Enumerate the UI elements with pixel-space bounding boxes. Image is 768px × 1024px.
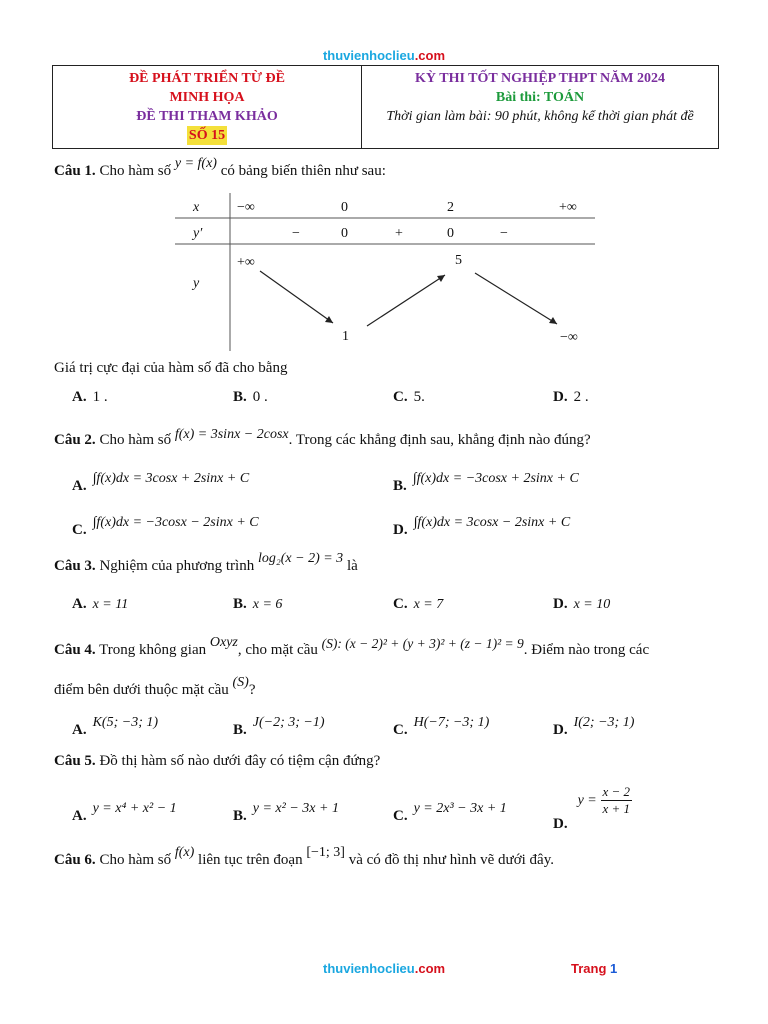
q3-option-d[interactable]: D. x = 10 <box>553 596 611 612</box>
table-y-pos-inf: +∞ <box>237 255 255 270</box>
question-4-stem: Câu 4. Trong không gian Oxyz, cho mặt cầu (S): (x − 2)² + (y + 3)² + (z − 1)² = 9. Điểm nào trong các <box>54 635 650 658</box>
header-left-line3: ĐỀ THI THAM KHẢO <box>136 109 278 124</box>
question-4-label: Câu 4. <box>54 642 96 658</box>
q5-option-d[interactable]: D.y = $\frac{x - 2}{x + 1}$ <box>553 784 631 832</box>
table-y-min: 1 <box>342 329 349 344</box>
footer-site: thuvienhoclieu.com <box>323 961 446 976</box>
q4-option-d[interactable]: D. I(2; −3; 1) <box>553 715 635 738</box>
site-header <box>0 48 768 63</box>
table-x-0: 0 <box>341 200 348 215</box>
q4-option-a[interactable]: A. K(5; −3; 1) <box>72 715 159 738</box>
q5-option-b[interactable]: B. y = x² − 3x + 1 <box>233 801 339 824</box>
q2-option-c[interactable]: C. ∫f(x)dx = −3cosx − 2sinx + C <box>72 515 259 538</box>
table-yprime-sign3: − <box>500 226 508 241</box>
q3-option-b[interactable]: B. x = 6 <box>233 596 283 612</box>
arrow-down-1 <box>260 271 333 323</box>
exam-title: KỲ THI TỐT NGHIỆP THPT NĂM 2024 <box>415 71 665 86</box>
arrow-up <box>367 275 445 326</box>
header-left-line2: MINH HỌA <box>169 90 245 105</box>
q1-option-d[interactable]: D. 2 . <box>553 389 589 405</box>
q3-option-a[interactable]: A. x = 11 <box>72 596 129 612</box>
question-1-text2: có bảng biến thiên như sau: <box>220 163 386 179</box>
table-yprime-sign2: + <box>395 226 403 241</box>
question-1-expr: y = f(x) <box>174 156 217 171</box>
question-6-label: Câu 6. <box>54 852 96 868</box>
variation-table <box>175 193 600 353</box>
question-6-interval: [−1; 3] <box>306 845 345 860</box>
exam-subject: Bài thi: TOÁN <box>495 90 585 105</box>
q1-option-c[interactable]: C. 5. <box>393 389 425 405</box>
site-name: thuvienhoclieu <box>322 48 415 63</box>
question-1-question: Giá trị cực đại của hàm số đã cho bằng <box>54 360 288 376</box>
question-4-space: Oxyz <box>209 635 238 650</box>
table-x-neg-inf: −∞ <box>237 200 255 215</box>
q1-option-b[interactable]: B. 0 . <box>233 389 268 405</box>
q2-option-d[interactable]: D. ∫f(x)dx = 3cosx − 2sinx + C <box>393 515 571 538</box>
table-y-neg-inf: −∞ <box>560 330 578 345</box>
exam-header-box <box>52 65 719 149</box>
question-3-expr: log₂(x − 2) = 3 <box>257 551 344 566</box>
q5-fraction: $\frac{x - 2}{x + 1}$ <box>602 784 631 816</box>
question-3-stem: Câu 3. Nghiệm của phương trình log₂(x − 2) = 3 là <box>54 551 358 574</box>
table-yprime-sign1: − <box>292 226 300 241</box>
exam-number: SỐ 15 <box>188 128 226 143</box>
table-yprime-label: y′ <box>193 226 203 241</box>
q5-option-c[interactable]: C. y = 2x³ − 3x + 1 <box>393 801 507 824</box>
question-2-label: Câu 2. <box>54 432 96 448</box>
question-2-stem: Câu 2. Cho hàm số f(x) = 3sinx − 2cosx. Trong các khẳng định sau, khẳng định nào đúng? <box>54 427 591 448</box>
page-number: Trang 1 <box>571 961 618 976</box>
table-y-label: y <box>193 276 200 291</box>
question-1-stem <box>54 156 386 180</box>
question-4-line2: điểm bên dưới thuộc mặt cầu (S)? <box>54 675 256 698</box>
table-x-pos-inf: +∞ <box>559 200 577 215</box>
table-yprime-zero2: 0 <box>447 226 454 241</box>
question-6-stem: Câu 6. Cho hàm số f(x) liên tục trên đoạn [−1; 3] và có đồ thị như hình vẽ dưới đây. <box>54 845 554 868</box>
q2-option-b[interactable]: B. ∫f(x)dx = −3cosx + 2sinx + C <box>393 471 579 494</box>
question-4-expr: (S): (x − 2)² + (y + 3)² + (z − 1)² = 9 <box>321 636 524 651</box>
question-6-expr: f(x) <box>174 845 195 860</box>
header-left-line1: ĐỀ PHÁT TRIỂN TỪ ĐỀ <box>129 71 285 86</box>
question-5-stem: Câu 5. Đồ thị hàm số nào dưới đây có tiệm cận đứng? <box>54 753 381 769</box>
table-y-max: 5 <box>455 253 462 268</box>
q3-option-c[interactable]: C. x = 7 <box>393 596 444 612</box>
q4-option-b[interactable]: B. J(−2; 3; −1) <box>233 715 325 738</box>
question-1-text: Cho hàm số <box>99 163 172 179</box>
header-left <box>53 66 362 148</box>
q2-option-a[interactable]: A. ∫f(x)dx = 3cosx + 2sinx + C <box>72 471 250 494</box>
q1-option-a[interactable]: A. 1 . <box>72 389 108 405</box>
site-domain: .com <box>414 48 446 63</box>
question-2-expr: f(x) = 3sinx − 2cosx <box>174 427 289 442</box>
q4-option-c[interactable]: C. H(−7; −3; 1) <box>393 715 490 738</box>
arrow-down-2 <box>475 273 557 324</box>
question-1-label: Câu 1. <box>54 163 96 179</box>
exam-time: Thời gian làm bài: 90 phút, không kể thời gian phát đề <box>386 109 694 124</box>
table-yprime-zero1: 0 <box>341 226 348 241</box>
question-5-label: Câu 5. <box>54 753 96 769</box>
q5-option-a[interactable]: A. y = x⁴ + x² − 1 <box>72 801 177 824</box>
table-x-2: 2 <box>447 200 454 215</box>
question-3-label: Câu 3. <box>54 558 96 574</box>
header-right <box>362 66 718 148</box>
table-x-label: x <box>193 200 200 215</box>
